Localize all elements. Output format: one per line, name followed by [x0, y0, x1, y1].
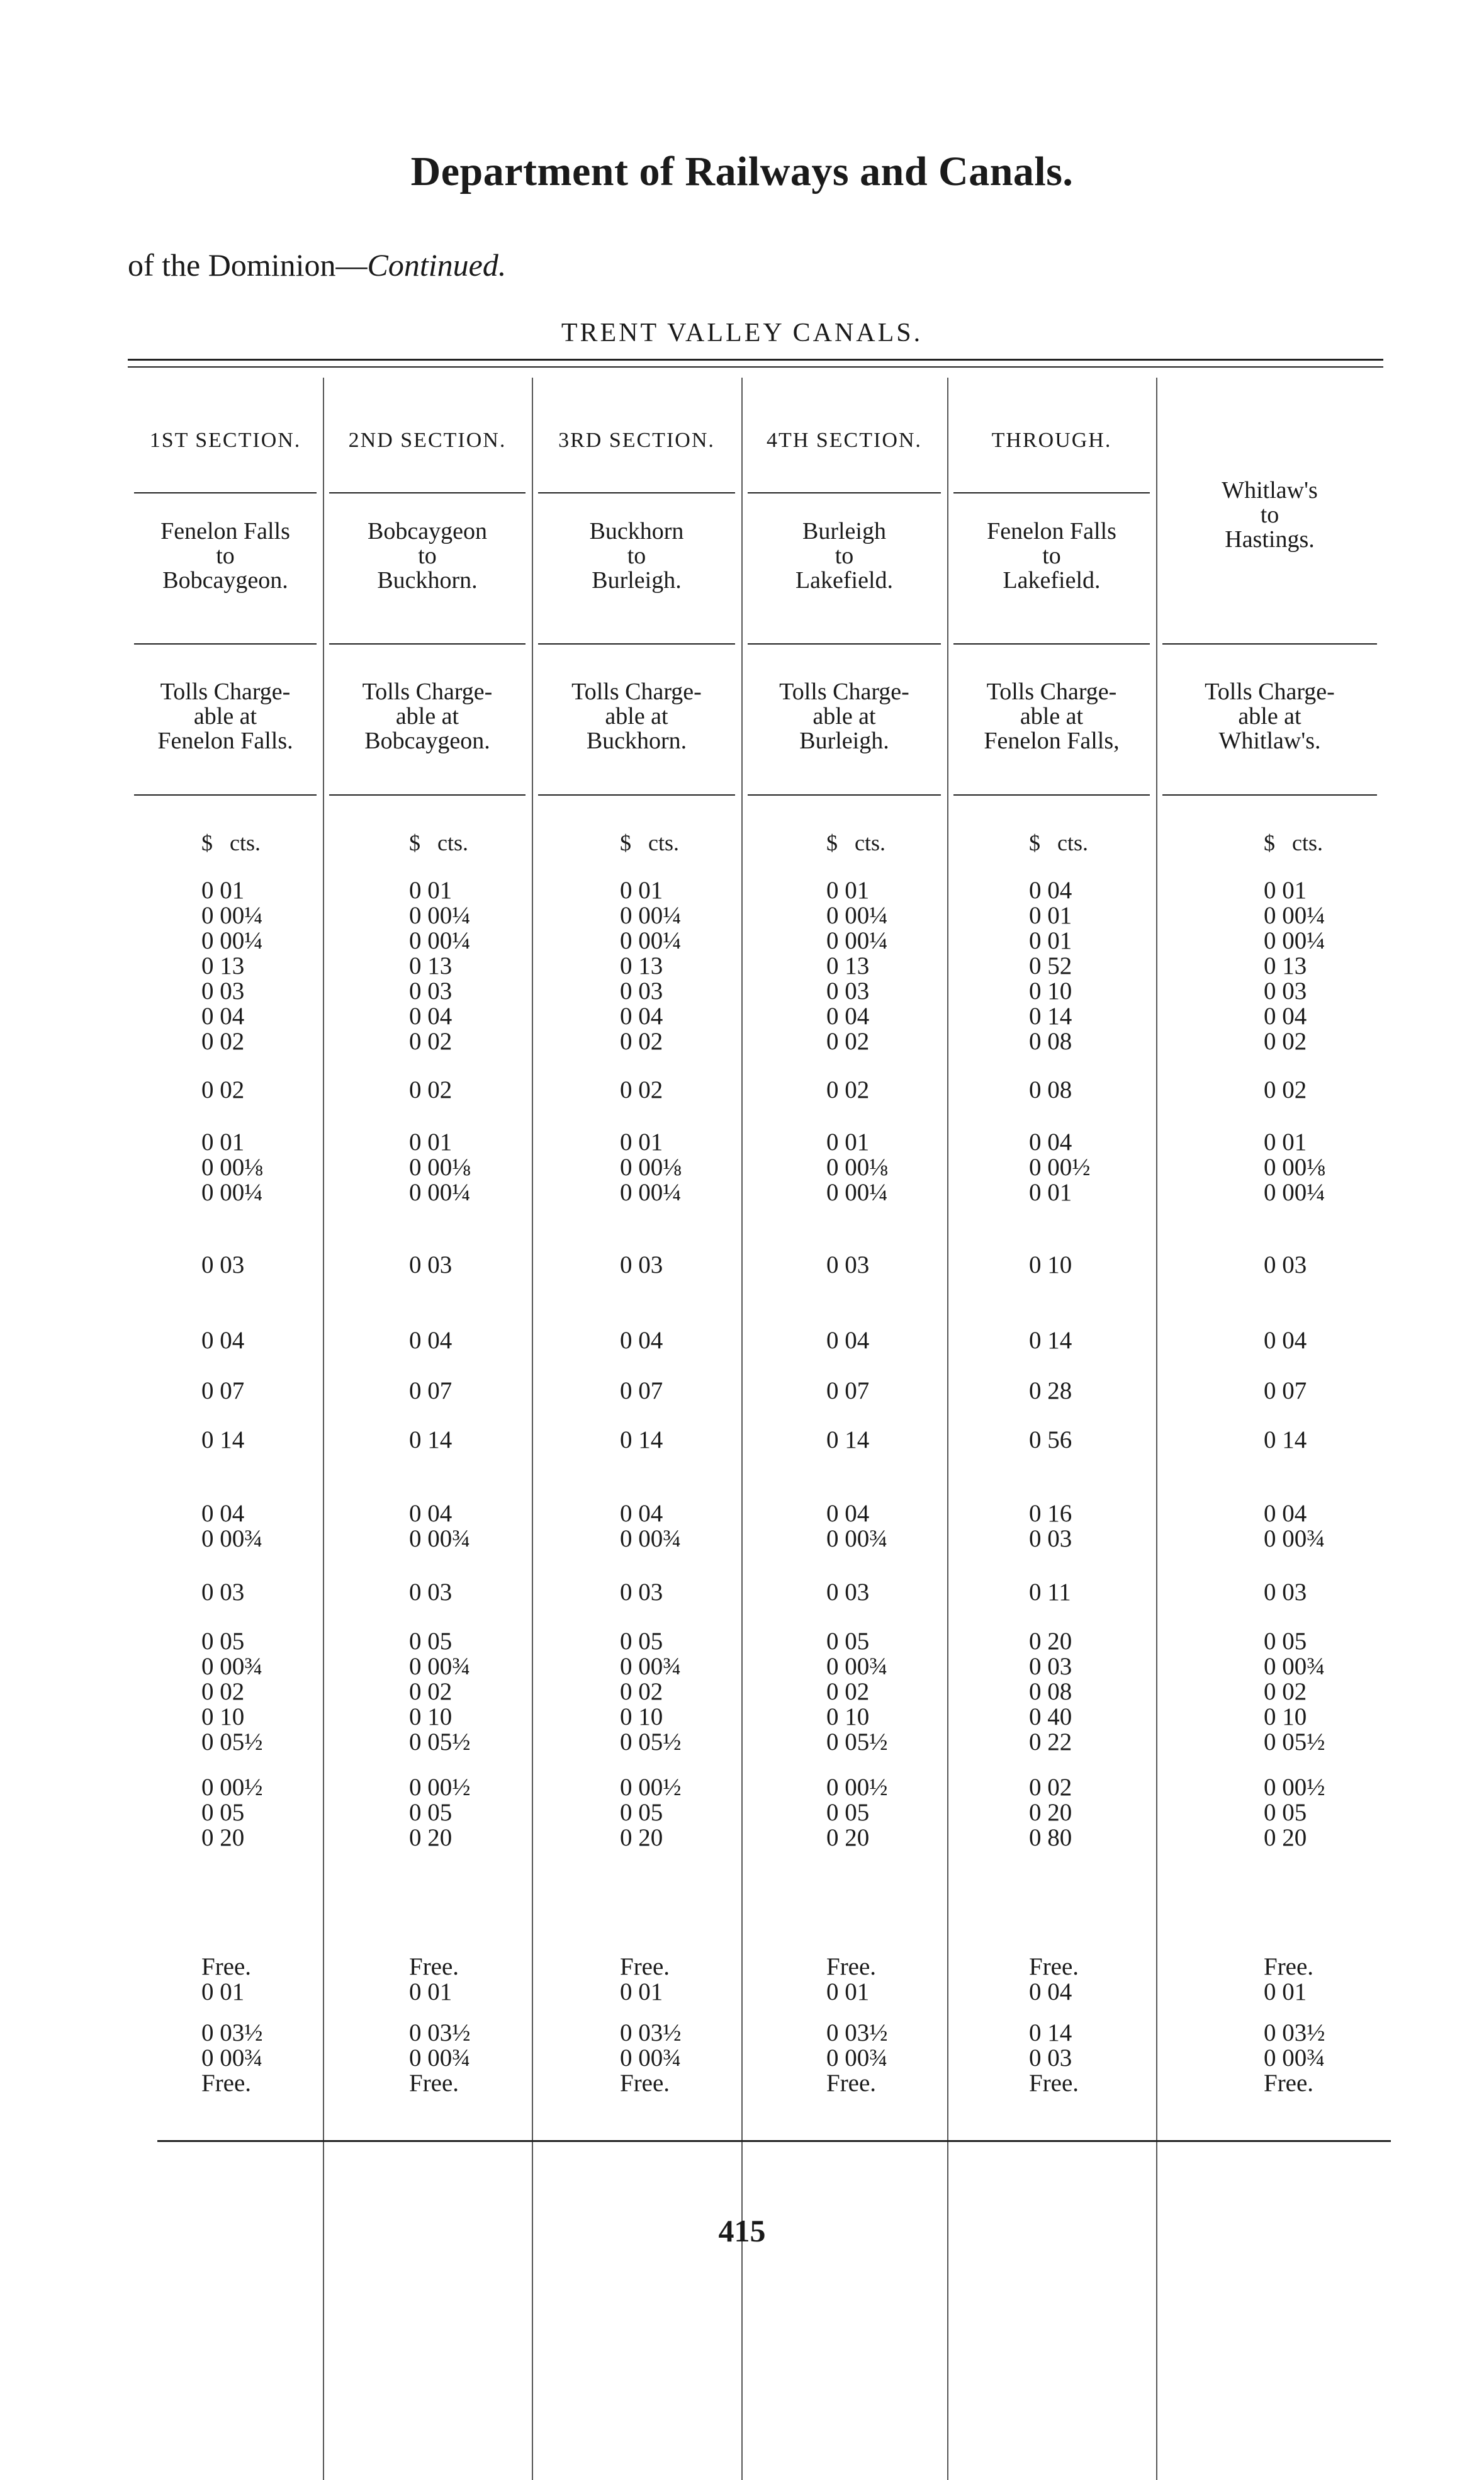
toll-value: 0 00¾ [201, 2044, 263, 2071]
toll-value: 0 01 [201, 1978, 245, 2005]
tolls-line: Fenelon Falls. [157, 728, 293, 754]
header-rule-route [748, 643, 941, 645]
toll-value: 0 05 [201, 1628, 245, 1655]
currency-header: $ cts. [1264, 830, 1323, 855]
toll-value: 0 00¾ [1264, 2044, 1325, 2071]
route-label [128, 519, 323, 593]
header-rule-tolls [538, 794, 735, 796]
toll-value: 0 00¼ [201, 902, 263, 929]
tolls-line: Tolls Charge- [1205, 679, 1335, 705]
section-header: 1ST SECTION. [149, 429, 301, 452]
toll-value: 0 03½ [620, 2019, 682, 2046]
toll-value: 0 03 [1264, 1251, 1307, 1278]
header-rule-section [953, 492, 1150, 493]
tolls-line: Tolls Charge- [362, 679, 493, 705]
toll-value: 0 02 [201, 1076, 245, 1103]
route-line: to [418, 543, 437, 569]
table-top-rule [128, 359, 1383, 361]
toll-value: 0 05 [409, 1628, 453, 1655]
toll-value: 0 05½ [1264, 1728, 1325, 1756]
toll-value: 0 03½ [1264, 2019, 1325, 2046]
canal-title: TRENT VALLEY CANALS. [561, 318, 923, 347]
toll-value: 0 05 [826, 1628, 870, 1655]
tolls-line: able at [812, 703, 876, 730]
toll-value: 0 04 [201, 1327, 245, 1354]
toll-value: 0 00¾ [201, 1525, 263, 1552]
toll-value: 0 05 [620, 1628, 663, 1655]
page-subtitle [128, 247, 506, 283]
toll-value: 0 04 [409, 1500, 453, 1527]
route-line: to [627, 543, 646, 569]
toll-value: 0 80 [1029, 1824, 1072, 1851]
toll-value: 0 10 [620, 1703, 663, 1730]
toll-value: 0 03 [1029, 2044, 1072, 2071]
toll-value: 0 03 [826, 1251, 870, 1278]
toll-value: 0 20 [409, 1824, 453, 1851]
route-line: Fenelon Falls [160, 518, 290, 544]
header-rule-route [953, 643, 1150, 645]
toll-value: 0 00⅛ [826, 1154, 888, 1181]
tolls-line: Burleigh. [799, 728, 889, 754]
toll-value: 0 00¼ [826, 902, 888, 929]
toll-value: 0 05½ [826, 1728, 888, 1756]
toll-value: 0 10 [1029, 978, 1072, 1005]
toll-value: 0 00½ [1264, 1774, 1325, 1801]
toll-value: 0 05 [620, 1799, 663, 1826]
toll-value: 0 28 [1029, 1377, 1072, 1404]
toll-value: 0 20 [1029, 1628, 1072, 1655]
toll-value: 0 03½ [409, 2019, 471, 2046]
toll-value: 0 02 [409, 1678, 453, 1705]
toll-value: 0 00¼ [409, 1179, 471, 1206]
tolls-line: Tolls Charge- [160, 679, 291, 705]
toll-value: 0 02 [1029, 1774, 1072, 1801]
tolls-line: Bobcaygeon. [364, 728, 490, 754]
toll-value: 0 03 [1264, 978, 1307, 1005]
toll-value: 0 01 [201, 1129, 245, 1156]
toll-value: 0 00⅛ [409, 1154, 471, 1181]
toll-value: 0 01 [826, 1129, 870, 1156]
toll-value: 0 10 [1264, 1703, 1307, 1730]
route-line: to [835, 543, 854, 569]
toll-value: 0 04 [201, 1500, 245, 1527]
toll-value: 0 05½ [201, 1728, 263, 1756]
currency-header: $ cts. [1029, 830, 1088, 855]
toll-value: 0 00¾ [409, 1653, 471, 1680]
toll-value: 0 00¾ [201, 1653, 263, 1680]
toll-value: 0 04 [620, 1500, 663, 1527]
toll-value: Free. [826, 1953, 877, 1980]
toll-value: 0 00¼ [620, 927, 682, 954]
subtitle-continued: Continued. [367, 247, 507, 283]
route-line: to [216, 543, 235, 569]
header-rule-route [134, 643, 317, 645]
tolls-label [947, 680, 1156, 753]
toll-value: 0 05 [1264, 1799, 1307, 1826]
header-rule-section [134, 492, 317, 493]
toll-value: 0 04 [826, 1500, 870, 1527]
toll-value: 0 00¼ [1264, 927, 1325, 954]
toll-value: 0 10 [826, 1703, 870, 1730]
toll-value: 0 01 [1264, 1129, 1307, 1156]
toll-value: 0 14 [1029, 2019, 1072, 2046]
toll-value: 0 03 [201, 1579, 245, 1606]
toll-value: 0 00¾ [1264, 1525, 1325, 1552]
toll-value: 0 07 [1264, 1377, 1307, 1404]
tolls-label [128, 680, 323, 753]
toll-value: 0 20 [1029, 1799, 1072, 1826]
toll-value: 0 14 [201, 1426, 245, 1453]
toll-value: 0 03 [1029, 1525, 1072, 1552]
header-rule-route [1162, 643, 1377, 645]
toll-value: 0 00¾ [826, 2044, 888, 2071]
toll-value: 0 02 [201, 1028, 245, 1055]
toll-value: 0 00⅛ [201, 1154, 263, 1181]
toll-value: 0 14 [409, 1426, 453, 1453]
toll-value: 0 13 [620, 952, 663, 979]
toll-value: 0 56 [1029, 1426, 1072, 1453]
tolls-line: Tolls Charge- [779, 679, 909, 705]
toll-value: 0 01 [409, 877, 453, 904]
toll-value: 0 03 [201, 1251, 245, 1278]
toll-value: 0 01 [620, 1129, 663, 1156]
toll-value: 0 13 [409, 952, 453, 979]
toll-value: 0 02 [826, 1076, 870, 1103]
header-rule-tolls [953, 794, 1150, 796]
tolls-line: Fenelon Falls, [984, 728, 1120, 754]
toll-value: 0 20 [826, 1824, 870, 1851]
toll-value: 0 08 [1029, 1678, 1072, 1705]
toll-value: 0 14 [1029, 1327, 1072, 1354]
toll-value: 0 01 [620, 877, 663, 904]
tolls-label [1156, 680, 1383, 753]
toll-value: 0 01 [409, 1978, 453, 2005]
route-line: Bobcaygeon. [162, 567, 288, 594]
toll-value: 0 02 [409, 1028, 453, 1055]
toll-value: 0 00¼ [1264, 902, 1325, 929]
toll-value: 0 03½ [826, 2019, 888, 2046]
tolls-line: able at [193, 703, 257, 730]
toll-value: 0 00¾ [620, 1525, 682, 1552]
toll-value: 0 00¾ [826, 1653, 888, 1680]
route-label [532, 519, 741, 593]
toll-value: 0 02 [409, 1076, 453, 1103]
toll-value: 0 02 [620, 1076, 663, 1103]
toll-value: 0 02 [1264, 1076, 1307, 1103]
route-line: Bobcaygeon [368, 518, 487, 544]
toll-value: 0 13 [1264, 952, 1307, 979]
toll-value: 0 02 [1264, 1028, 1307, 1055]
header-rule-tolls [1162, 794, 1377, 796]
currency-header: $ cts. [620, 830, 679, 855]
toll-value: 0 03 [826, 1579, 870, 1606]
toll-value: 0 04 [1264, 1327, 1307, 1354]
toll-value: 0 03½ [201, 2019, 263, 2046]
toll-value: 0 00½ [620, 1774, 682, 1801]
toll-value: 0 03 [1029, 1653, 1072, 1680]
toll-value: 0 03 [201, 978, 245, 1005]
toll-value: 0 04 [1029, 1978, 1072, 2005]
toll-value: Free. [1264, 1953, 1314, 1980]
toll-value: 0 00¼ [826, 1179, 888, 1206]
toll-value: Free. [1029, 1953, 1079, 1980]
header-rule-tolls [134, 794, 317, 796]
toll-value: 0 00¾ [409, 2044, 471, 2071]
route-line: Whitlaw's [1222, 477, 1318, 504]
toll-value: 0 13 [826, 952, 870, 979]
section-header: 3RD SECTION. [558, 429, 715, 452]
toll-value: 0 04 [826, 1003, 870, 1030]
toll-value: Free. [1264, 2070, 1314, 2097]
toll-value: 0 05½ [620, 1728, 682, 1756]
toll-value: 0 01 [1264, 877, 1307, 904]
toll-value: 0 04 [826, 1327, 870, 1354]
toll-value: 0 04 [620, 1003, 663, 1030]
toll-value: 0 05 [409, 1799, 453, 1826]
toll-value: 0 07 [409, 1377, 453, 1404]
toll-value: 0 11 [1029, 1579, 1071, 1606]
route-label [323, 519, 532, 593]
toll-value: 0 08 [1029, 1028, 1072, 1055]
toll-value: 0 02 [620, 1028, 663, 1055]
toll-value: 0 01 [620, 1978, 663, 2005]
toll-value: 0 04 [409, 1003, 453, 1030]
toll-value: 0 00¼ [201, 1179, 263, 1206]
toll-value: 0 22 [1029, 1728, 1072, 1756]
toll-value: 0 16 [1029, 1500, 1072, 1527]
toll-value: Free. [620, 1953, 670, 1980]
toll-value: 0 14 [1264, 1426, 1307, 1453]
toll-value: 0 03 [826, 978, 870, 1005]
toll-value: 0 04 [201, 1003, 245, 1030]
route-line: Buckhorn. [377, 567, 478, 594]
subtitle-prefix: of the Dominion— [128, 247, 368, 283]
toll-value: 0 07 [826, 1377, 870, 1404]
toll-value: 0 03 [620, 978, 663, 1005]
toll-value: Free. [620, 2070, 670, 2097]
toll-value: 0 00⅛ [620, 1154, 682, 1181]
toll-value: 0 04 [620, 1327, 663, 1354]
toll-value: 0 04 [1264, 1003, 1307, 1030]
toll-value: 0 07 [201, 1377, 245, 1404]
toll-value: 0 03 [620, 1251, 663, 1278]
toll-value: 0 01 [409, 1129, 453, 1156]
toll-value: 0 00½ [826, 1774, 888, 1801]
route-line: Lakefield. [1003, 567, 1101, 594]
toll-value: 0 03 [409, 1579, 453, 1606]
toll-value: 0 00¼ [620, 1179, 682, 1206]
toll-value: 0 00¾ [1264, 1653, 1325, 1680]
toll-value: 0 01 [1029, 902, 1072, 929]
toll-value: 0 00¾ [620, 2044, 682, 2071]
toll-value: 0 20 [620, 1824, 663, 1851]
table-bottom-rule [157, 2140, 1391, 2142]
header-rule-section [538, 492, 735, 493]
toll-value: Free. [201, 2070, 252, 2097]
tolls-label [532, 680, 741, 753]
route-line: Fenelon Falls [987, 518, 1116, 544]
page-number: 415 [718, 2213, 766, 2248]
toll-value: 0 00½ [201, 1774, 263, 1801]
section-header: 2ND SECTION. [348, 429, 507, 452]
toll-value: 0 02 [1264, 1678, 1307, 1705]
route-line: Burleigh [802, 518, 886, 544]
toll-value: 0 08 [1029, 1076, 1072, 1103]
route-label [741, 519, 947, 593]
tolls-line: Whitlaw's. [1218, 728, 1321, 754]
toll-value: 0 05 [1264, 1628, 1307, 1655]
toll-value: 0 00⅛ [1264, 1154, 1325, 1181]
toll-value: 0 00¼ [1264, 1179, 1325, 1206]
toll-value: 0 00¾ [409, 1525, 471, 1552]
toll-value: Free. [201, 1953, 252, 1980]
header-rule-route [329, 643, 526, 645]
toll-value: 0 03 [409, 1251, 453, 1278]
toll-value: 0 00¾ [620, 1653, 682, 1680]
route-label [1156, 478, 1383, 552]
toll-value: 0 02 [201, 1678, 245, 1705]
toll-value: 0 40 [1029, 1703, 1072, 1730]
tolls-line: Tolls Charge- [986, 679, 1117, 705]
toll-value: 0 05½ [409, 1728, 471, 1756]
toll-value: 0 00¼ [409, 927, 471, 954]
toll-value: 0 04 [409, 1327, 453, 1354]
tolls-line: Buckhorn. [586, 728, 687, 754]
toll-value: 0 14 [826, 1426, 870, 1453]
toll-value: 0 00½ [409, 1774, 471, 1801]
route-line: Buckhorn [589, 518, 684, 544]
toll-value: Free. [409, 1953, 459, 1980]
toll-value: 0 07 [620, 1377, 663, 1404]
toll-value: 0 00½ [1029, 1154, 1091, 1181]
toll-value: 0 02 [620, 1678, 663, 1705]
page-title: Department of Railways and Canals. [410, 149, 1074, 194]
toll-value: 0 00¼ [620, 902, 682, 929]
toll-value: 0 01 [826, 1978, 870, 2005]
tolls-line: Tolls Charge- [571, 679, 702, 705]
toll-value: 0 04 [1029, 1129, 1072, 1156]
route-line: to [1260, 502, 1279, 528]
header-rule-section [329, 492, 526, 493]
toll-value: 0 14 [1029, 1003, 1072, 1030]
toll-value: 0 01 [826, 877, 870, 904]
header-rule-tolls [329, 794, 526, 796]
toll-value: 0 05 [826, 1799, 870, 1826]
route-label [947, 519, 1156, 593]
toll-value: 0 10 [409, 1703, 453, 1730]
currency-header: $ cts. [826, 830, 885, 855]
table-top-rule-2 [128, 366, 1383, 368]
section-header: 4TH SECTION. [767, 429, 922, 452]
toll-value: 0 04 [1029, 877, 1072, 904]
toll-value: 0 03 [1264, 1579, 1307, 1606]
toll-value: 0 00¼ [826, 927, 888, 954]
toll-value: 0 14 [620, 1426, 663, 1453]
header-rule-tolls [748, 794, 941, 796]
toll-value: 0 52 [1029, 952, 1072, 979]
toll-value: 0 05 [201, 1799, 245, 1826]
toll-value: 0 01 [1029, 927, 1072, 954]
toll-value: Free. [409, 2070, 459, 2097]
route-line: Lakefield. [795, 567, 894, 594]
section-header: THROUGH. [991, 429, 1112, 452]
toll-value: Free. [1029, 2070, 1079, 2097]
toll-value: 0 02 [826, 1678, 870, 1705]
tolls-line: able at [395, 703, 459, 730]
toll-value: 0 01 [201, 877, 245, 904]
toll-value: 0 13 [201, 952, 245, 979]
toll-value: 0 20 [201, 1824, 245, 1851]
toll-value: 0 10 [201, 1703, 245, 1730]
route-line: Burleigh. [592, 567, 682, 594]
route-line: Hastings. [1225, 526, 1315, 553]
toll-value: 0 03 [409, 978, 453, 1005]
tolls-line: able at [1020, 703, 1084, 730]
toll-value: 0 10 [1029, 1251, 1072, 1278]
header-rule-route [538, 643, 735, 645]
tolls-label [323, 680, 532, 753]
toll-value: 0 00¼ [409, 902, 471, 929]
currency-header: $ cts. [201, 830, 261, 855]
toll-value: 0 03 [620, 1579, 663, 1606]
toll-value: 0 01 [1029, 1179, 1072, 1206]
tolls-line: able at [605, 703, 668, 730]
toll-value: 0 00¾ [826, 1525, 888, 1552]
header-rule-section [748, 492, 941, 493]
toll-value: 0 02 [826, 1028, 870, 1055]
toll-value: 0 01 [1264, 1978, 1307, 2005]
toll-value: 0 00¼ [201, 927, 263, 954]
currency-header: $ cts. [409, 830, 468, 855]
toll-value: 0 04 [1264, 1500, 1307, 1527]
toll-value: 0 20 [1264, 1824, 1307, 1851]
tolls-label [741, 680, 947, 753]
route-line: to [1042, 543, 1061, 569]
tolls-line: able at [1238, 703, 1301, 730]
toll-value: Free. [826, 2070, 877, 2097]
